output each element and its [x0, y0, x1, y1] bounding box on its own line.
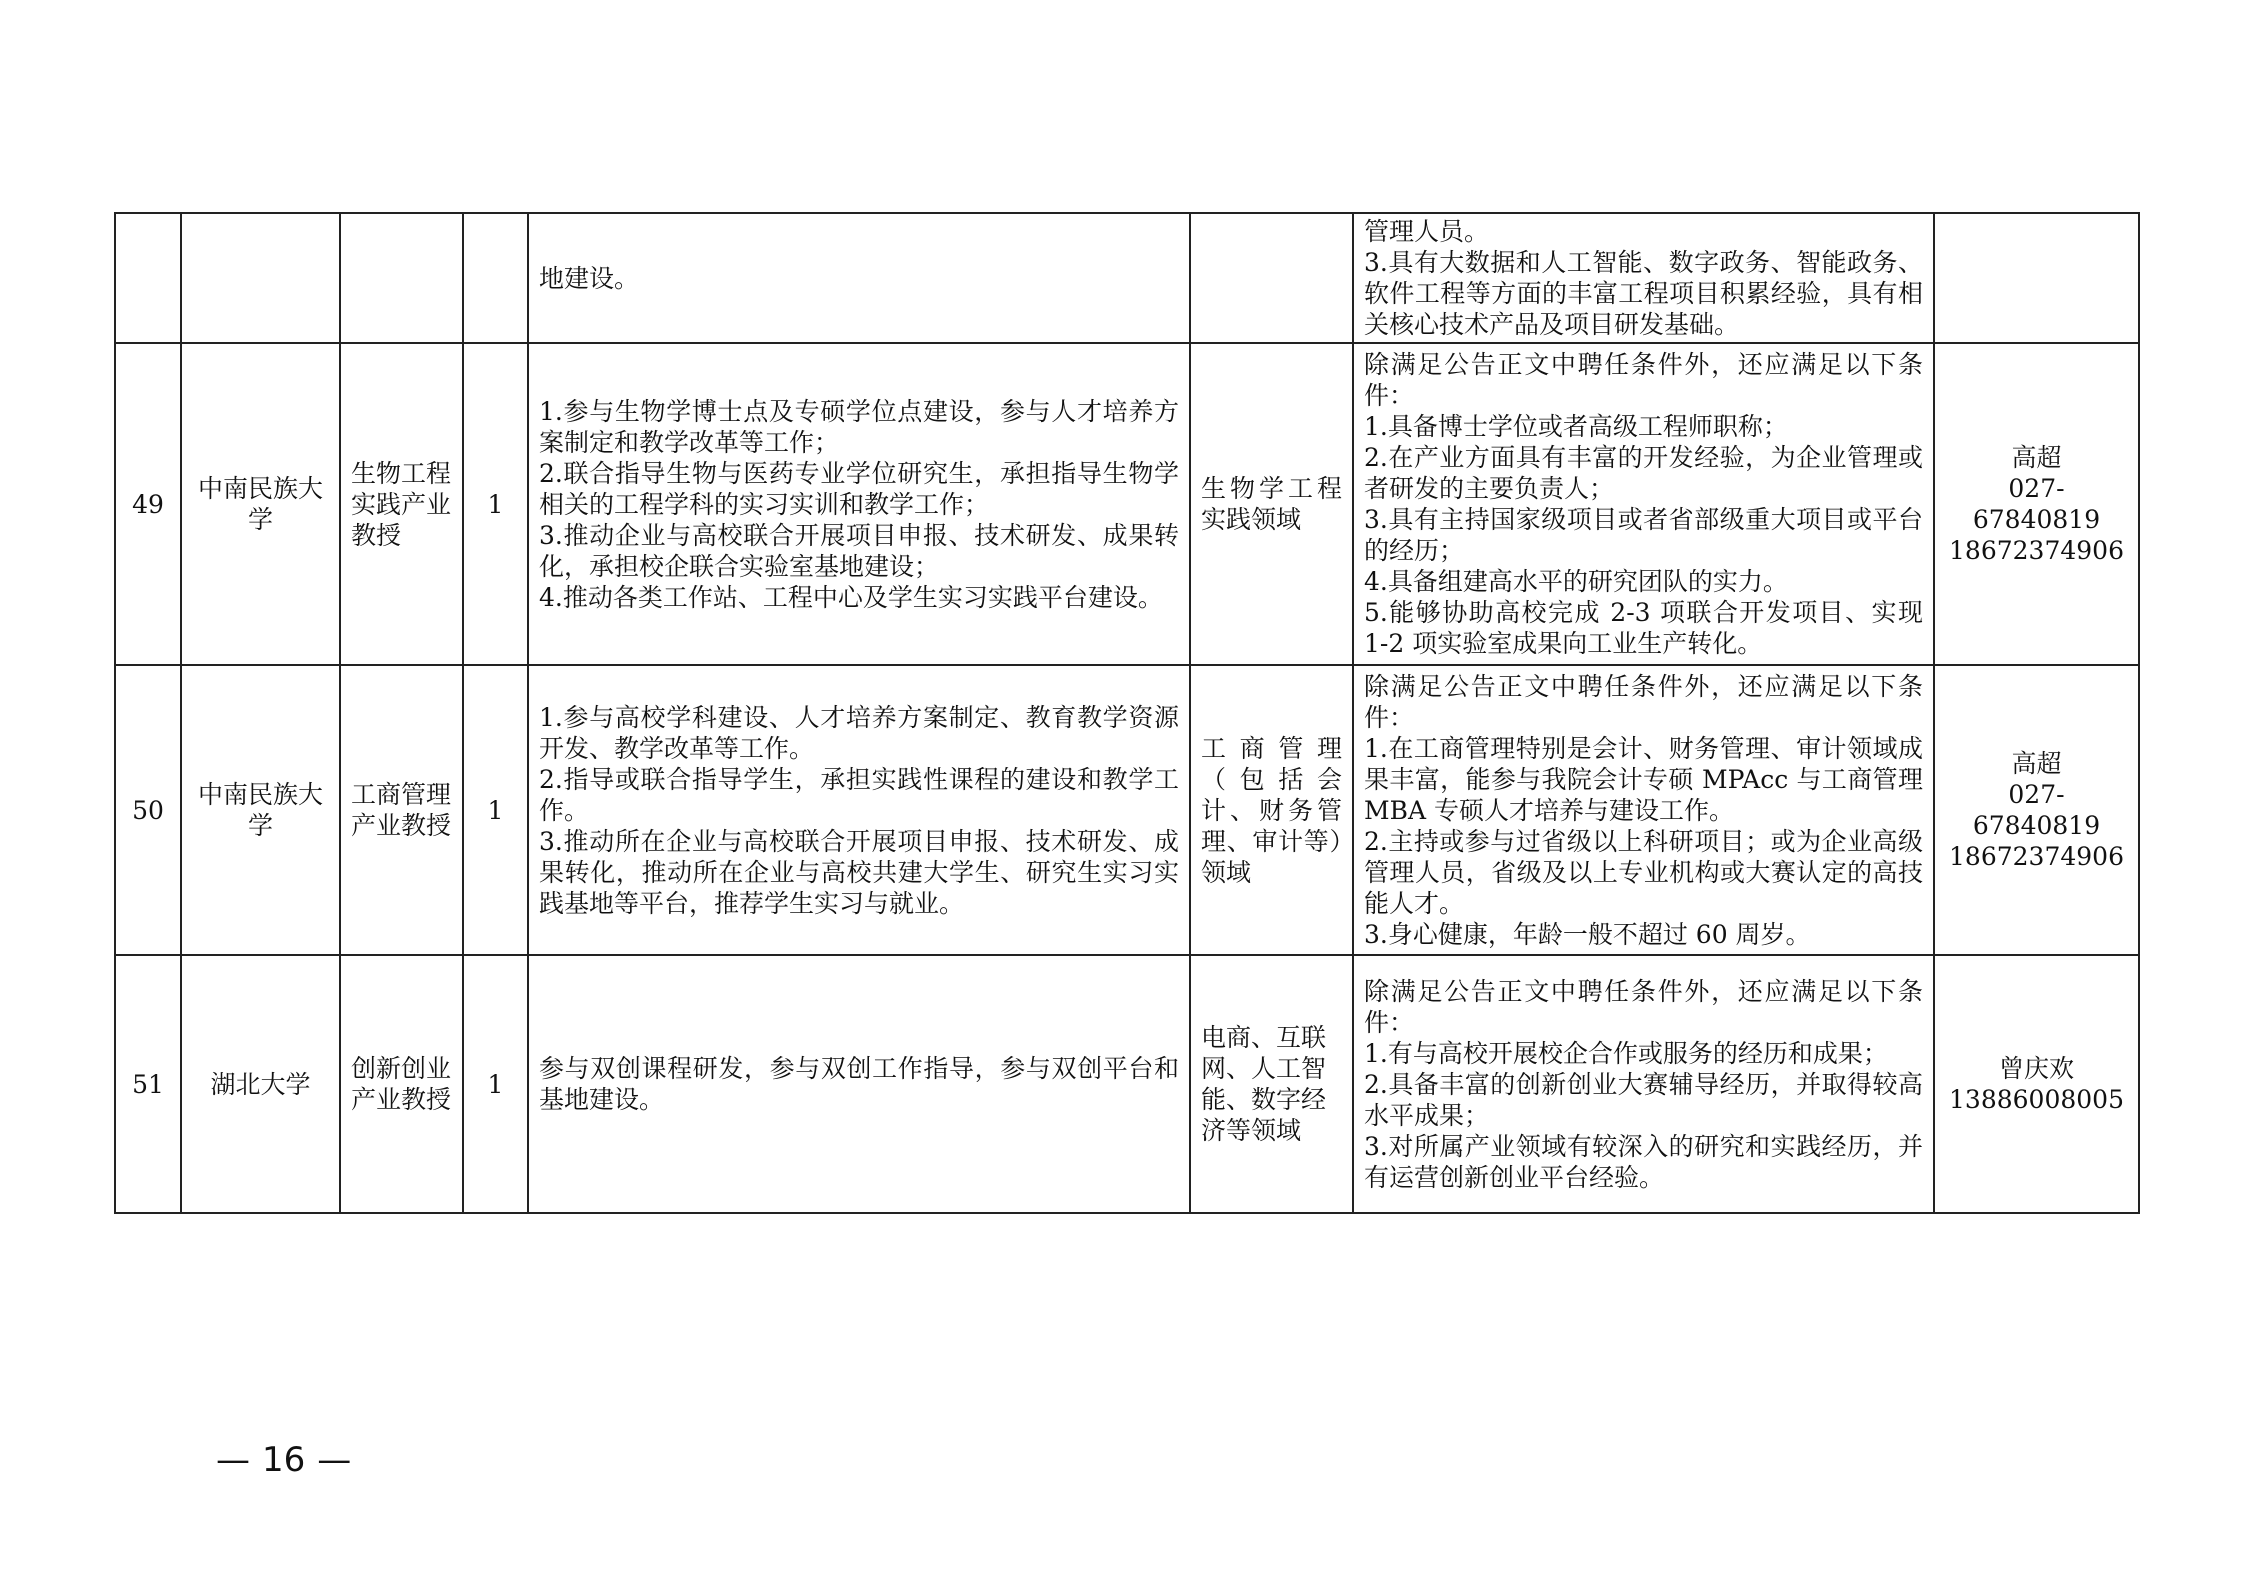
duty-line: 地建设。	[539, 263, 640, 293]
contact-phone: 027-67840819	[1972, 780, 2101, 840]
contact-cell	[1934, 665, 2139, 955]
duty-line: 1.参与生物学博士点及专硕学位点建设，参与人才培养方案制定和教学改革等工作；	[539, 396, 1179, 457]
requirement-line: 3.对所属产业领域有较深入的研究和实践经历，并有运营创新创业平台经验。	[1364, 1131, 1923, 1192]
row-number	[115, 213, 181, 343]
requirement-line: 3.具有大数据和人工智能、数字政务、智能政务、软件工程等方面的丰富工程项目积累经验，具有相关核心技术产品及项目研发基础。	[1364, 248, 1923, 339]
table-row	[115, 955, 2139, 1213]
duties-cell	[528, 213, 1190, 343]
contact-cell	[1934, 213, 2139, 343]
row-number: 49	[115, 343, 181, 665]
requirement-line: 1.具备博士学位或者高级工程师职称；	[1364, 412, 1788, 441]
footer-dash-right: —	[317, 1440, 352, 1480]
requirements-cell	[1353, 955, 1934, 1213]
requirements-cell	[1353, 343, 1934, 665]
table-row	[115, 665, 2139, 955]
school-cell: 中南民族大学	[181, 343, 340, 665]
requirements-cell	[1353, 213, 1934, 343]
position-cell	[340, 213, 463, 343]
duties-cell	[528, 343, 1190, 665]
requirement-line: 2.具备丰富的创新创业大赛辅导经历，并取得较高水平成果；	[1364, 1069, 1923, 1130]
field-cell	[1190, 213, 1353, 343]
duty-line: 2.联合指导生物与医药专业学位研究生，承担指导生物学相关的工程学科的实习实训和教学工作；	[539, 458, 1179, 519]
requirement-line: 3.具有主持国家级项目或者省部级重大项目或平台的经历；	[1364, 505, 1923, 565]
position-cell: 生物工程实践产业教授	[340, 343, 463, 665]
requirement-line: 2.主持或参与过省级以上科研项目；或为企业高级管理人员，省级及以上专业机构或大赛认定的高技能人才。	[1364, 826, 1923, 918]
requirement-line: 4.具备组建高水平的研究团队的实力。	[1364, 567, 1788, 596]
page-number: 16	[262, 1440, 306, 1480]
contact-cell	[1934, 343, 2139, 665]
duties-cell	[528, 665, 1190, 955]
footer-dash-left: —	[216, 1440, 250, 1480]
requirement-line: 除满足公告正文中聘任条件外，还应满足以下条件：	[1364, 976, 1923, 1037]
count-cell: 1	[463, 343, 528, 665]
position-cell: 工商管理产业教授	[340, 665, 463, 955]
requirement-line: 1.有与高校开展校企合作或服务的经历和成果；	[1364, 1038, 1888, 1068]
contact-name: 曾庆欢	[1998, 1054, 2074, 1083]
count-cell	[463, 213, 528, 343]
duty-line: 1.参与高校学科建设、人才培养方案制定、教育教学资源开发、教学改革等工作。	[539, 702, 1179, 763]
contact-mobile: 18672374906	[1949, 842, 2124, 871]
requirement-line: 2.在产业方面具有丰富的开发经验，为企业管理或者研发的主要负责人；	[1364, 443, 1923, 503]
requirement-line: 管理人员。	[1364, 217, 1490, 246]
requirement-line: 3.身心健康，年龄一般不超过 60 周岁。	[1364, 919, 1811, 949]
duty-line: 3.推动所在企业与高校联合开展项目申报、技术研发、成果转化，推动所在企业与高校共建大学生、研究生实习实践基地等平台，推荐学生实习与就业。	[539, 826, 1179, 918]
contact-mobile: 18672374906	[1949, 536, 2124, 565]
requirement-line: 除满足公告正文中聘任条件外，还应满足以下条件：	[1364, 671, 1923, 732]
contact-phone: 027-67840819	[1972, 474, 2101, 534]
requirements-cell	[1353, 665, 1934, 955]
positions-table	[114, 212, 2140, 1214]
duty-line: 3.推动企业与高校联合开展项目申报、技术研发、成果转化，承担校企联合实验室基地建设；	[539, 520, 1179, 581]
row-number: 50	[115, 665, 181, 955]
school-cell	[181, 213, 340, 343]
requirement-line: 5.能够协助高校完成 2-3 项联合开发项目、实现 1-2 项实验室成果向工业生产转化。	[1364, 598, 1923, 658]
school-cell: 湖北大学	[181, 955, 340, 1213]
table-row	[115, 343, 2139, 665]
duty-line: 2.指导或联合指导学生，承担实践性课程的建设和教学工作。	[539, 764, 1179, 825]
count-cell: 1	[463, 955, 528, 1213]
duty-line: 4.推动各类工作站、工程中心及学生实习实践平台建设。	[539, 582, 1163, 612]
contact-name: 高超	[2011, 749, 2062, 778]
contact-cell	[1934, 955, 2139, 1213]
requirement-line: 1.在工商管理特别是会计、财务管理、审计领域成果丰富，能参与我院会计专硕 MPAcc 与工商管理 MBA 专硕人才培养与建设工作。	[1364, 733, 1923, 825]
position-cell: 创新创业产业教授	[340, 955, 463, 1213]
duty-line: 参与双创课程研发，参与双创工作指导，参与双创平台和基地建设。	[539, 1054, 1179, 1114]
field-cell: 工商管理（包括会计、财务管理、审计等）领域	[1190, 665, 1353, 955]
duties-cell	[528, 955, 1190, 1213]
row-number: 51	[115, 955, 181, 1213]
count-cell: 1	[463, 665, 528, 955]
school-cell: 中南民族大学	[181, 665, 340, 955]
field-cell: 生物学工程实践领域	[1190, 343, 1353, 665]
requirement-line: 除满足公告正文中聘任条件外，还应满足以下条件：	[1364, 350, 1923, 410]
page-footer	[210, 1440, 357, 1480]
contact-name: 高超	[2011, 443, 2062, 472]
field-cell: 电商、互联网、人工智能、数字经济等领域	[1190, 955, 1353, 1213]
table-row	[115, 213, 2139, 343]
contact-mobile: 13886008005	[1949, 1085, 2124, 1114]
